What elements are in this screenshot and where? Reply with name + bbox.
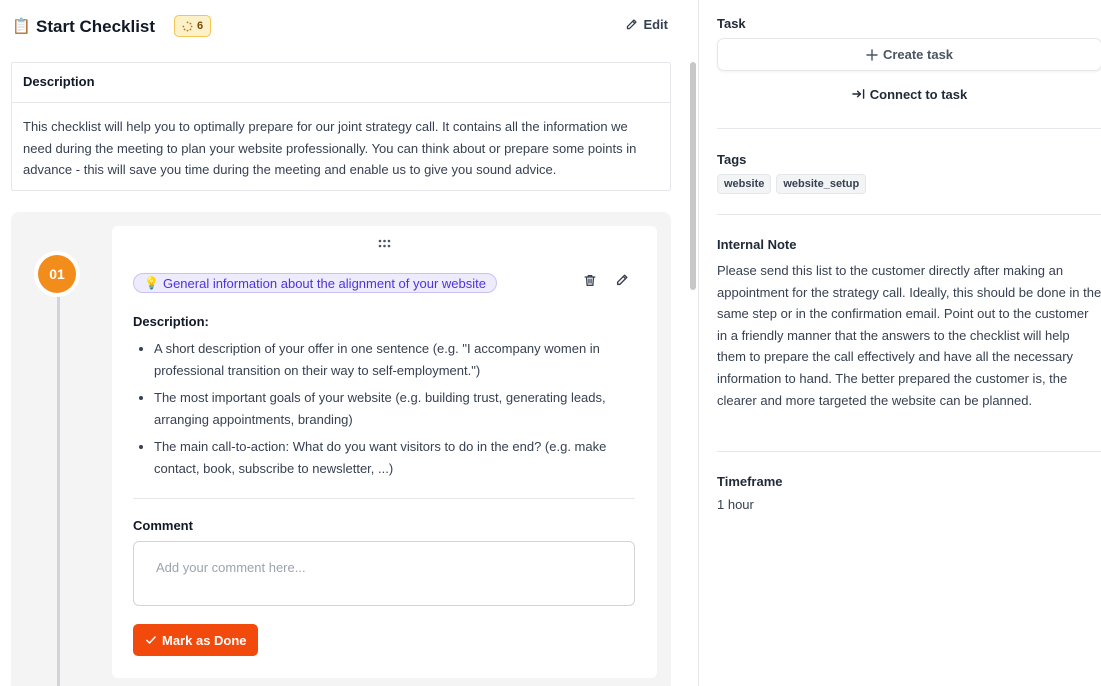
edit-button[interactable] bbox=[625, 17, 668, 32]
description-body: This checklist will help you to optimally prepare for our joint strategy call. It contains all the information we need during the meeting to plan your website professionally. You can think about or prepare some points in advance - this will save you time during the meeting and enable us to give you sound advice. bbox=[23, 119, 637, 177]
list-item: A short description of your offer in one sentence (e.g. "I accompany women in professional transition on their way to self-employment.") bbox=[133, 338, 638, 381]
divider bbox=[717, 451, 1101, 452]
page-title: Start Checklist bbox=[36, 17, 156, 36]
tags-label: Tags bbox=[717, 152, 747, 167]
progress-badge bbox=[174, 15, 211, 37]
checkmark-icon bbox=[145, 634, 157, 646]
pencil-icon bbox=[625, 18, 638, 31]
lightbulb-icon: 💡 bbox=[144, 276, 159, 290]
plus-icon bbox=[866, 49, 878, 61]
mark-as-done-label: Mark as Done bbox=[162, 632, 247, 648]
arrow-right-to-line-icon bbox=[852, 88, 865, 100]
connect-to-task-label: Connect to task bbox=[869, 86, 968, 102]
scrollbar-thumb[interactable] bbox=[690, 62, 696, 290]
internal-note-text: Please send this list to the customer directly after making an appointment for the strategy call. Ideally, this should be done in the same step or in the confirmation email. Point out to the customer in a friendly manner that the answers to the checklist will help them to prepare the call effectively and have all the necessary information to hand. The better prepared the customer is, the clearer and more targeted the website can be planned. bbox=[717, 263, 1101, 408]
list-item: The main call-to-action: What do you want visitors to do in the end? (e.g. make contact, book, subscribe to newsletter, ...) bbox=[133, 436, 638, 479]
delete-step-button[interactable] bbox=[583, 273, 597, 293]
description-heading: Description bbox=[12, 63, 670, 103]
badge-count: 6 bbox=[197, 20, 204, 32]
edit-step-button[interactable] bbox=[615, 273, 629, 293]
mark-as-done-button[interactable] bbox=[133, 624, 258, 656]
clipboard-icon: 📋 bbox=[12, 18, 31, 35]
create-task-label: Create task bbox=[882, 47, 954, 62]
step-description-label: Description: bbox=[133, 314, 209, 329]
timeframe-value: 1 hour bbox=[717, 497, 754, 512]
divider bbox=[717, 214, 1101, 215]
description-card bbox=[11, 62, 671, 191]
create-task-button[interactable] bbox=[717, 38, 1101, 71]
step-actions bbox=[583, 273, 629, 293]
drag-handle-icon[interactable] bbox=[378, 235, 391, 253]
tag-chip[interactable]: website bbox=[717, 174, 771, 194]
step-title: General information about the alignment of your website bbox=[162, 275, 486, 291]
tag-list bbox=[717, 174, 866, 194]
timeline-line bbox=[57, 292, 60, 686]
connect-to-task-button[interactable] bbox=[717, 83, 1101, 105]
edit-label: Edit bbox=[643, 17, 668, 32]
pencil-icon bbox=[615, 273, 629, 287]
step-title-tag bbox=[133, 273, 497, 293]
steps-container bbox=[11, 212, 671, 686]
comment-label: Comment bbox=[133, 518, 193, 533]
tag-chip[interactable]: website_setup bbox=[776, 174, 866, 194]
step-bullet-list bbox=[133, 338, 638, 485]
timeframe-label: Timeframe bbox=[717, 474, 783, 489]
internal-note-label: Internal Note bbox=[717, 237, 797, 252]
step-card bbox=[112, 226, 657, 678]
divider bbox=[133, 498, 635, 499]
comment-input[interactable] bbox=[133, 541, 635, 606]
list-item: The most important goals of your website (e.g. building trust, generating leads, arranging appointments, branding) bbox=[133, 387, 638, 430]
step-number: 01 bbox=[38, 255, 76, 293]
checklist-header bbox=[12, 14, 672, 42]
details-sidebar bbox=[698, 0, 1101, 686]
loading-dots-icon bbox=[182, 21, 193, 32]
trash-icon bbox=[583, 273, 597, 288]
task-label: Task bbox=[717, 16, 746, 31]
divider bbox=[717, 128, 1101, 129]
